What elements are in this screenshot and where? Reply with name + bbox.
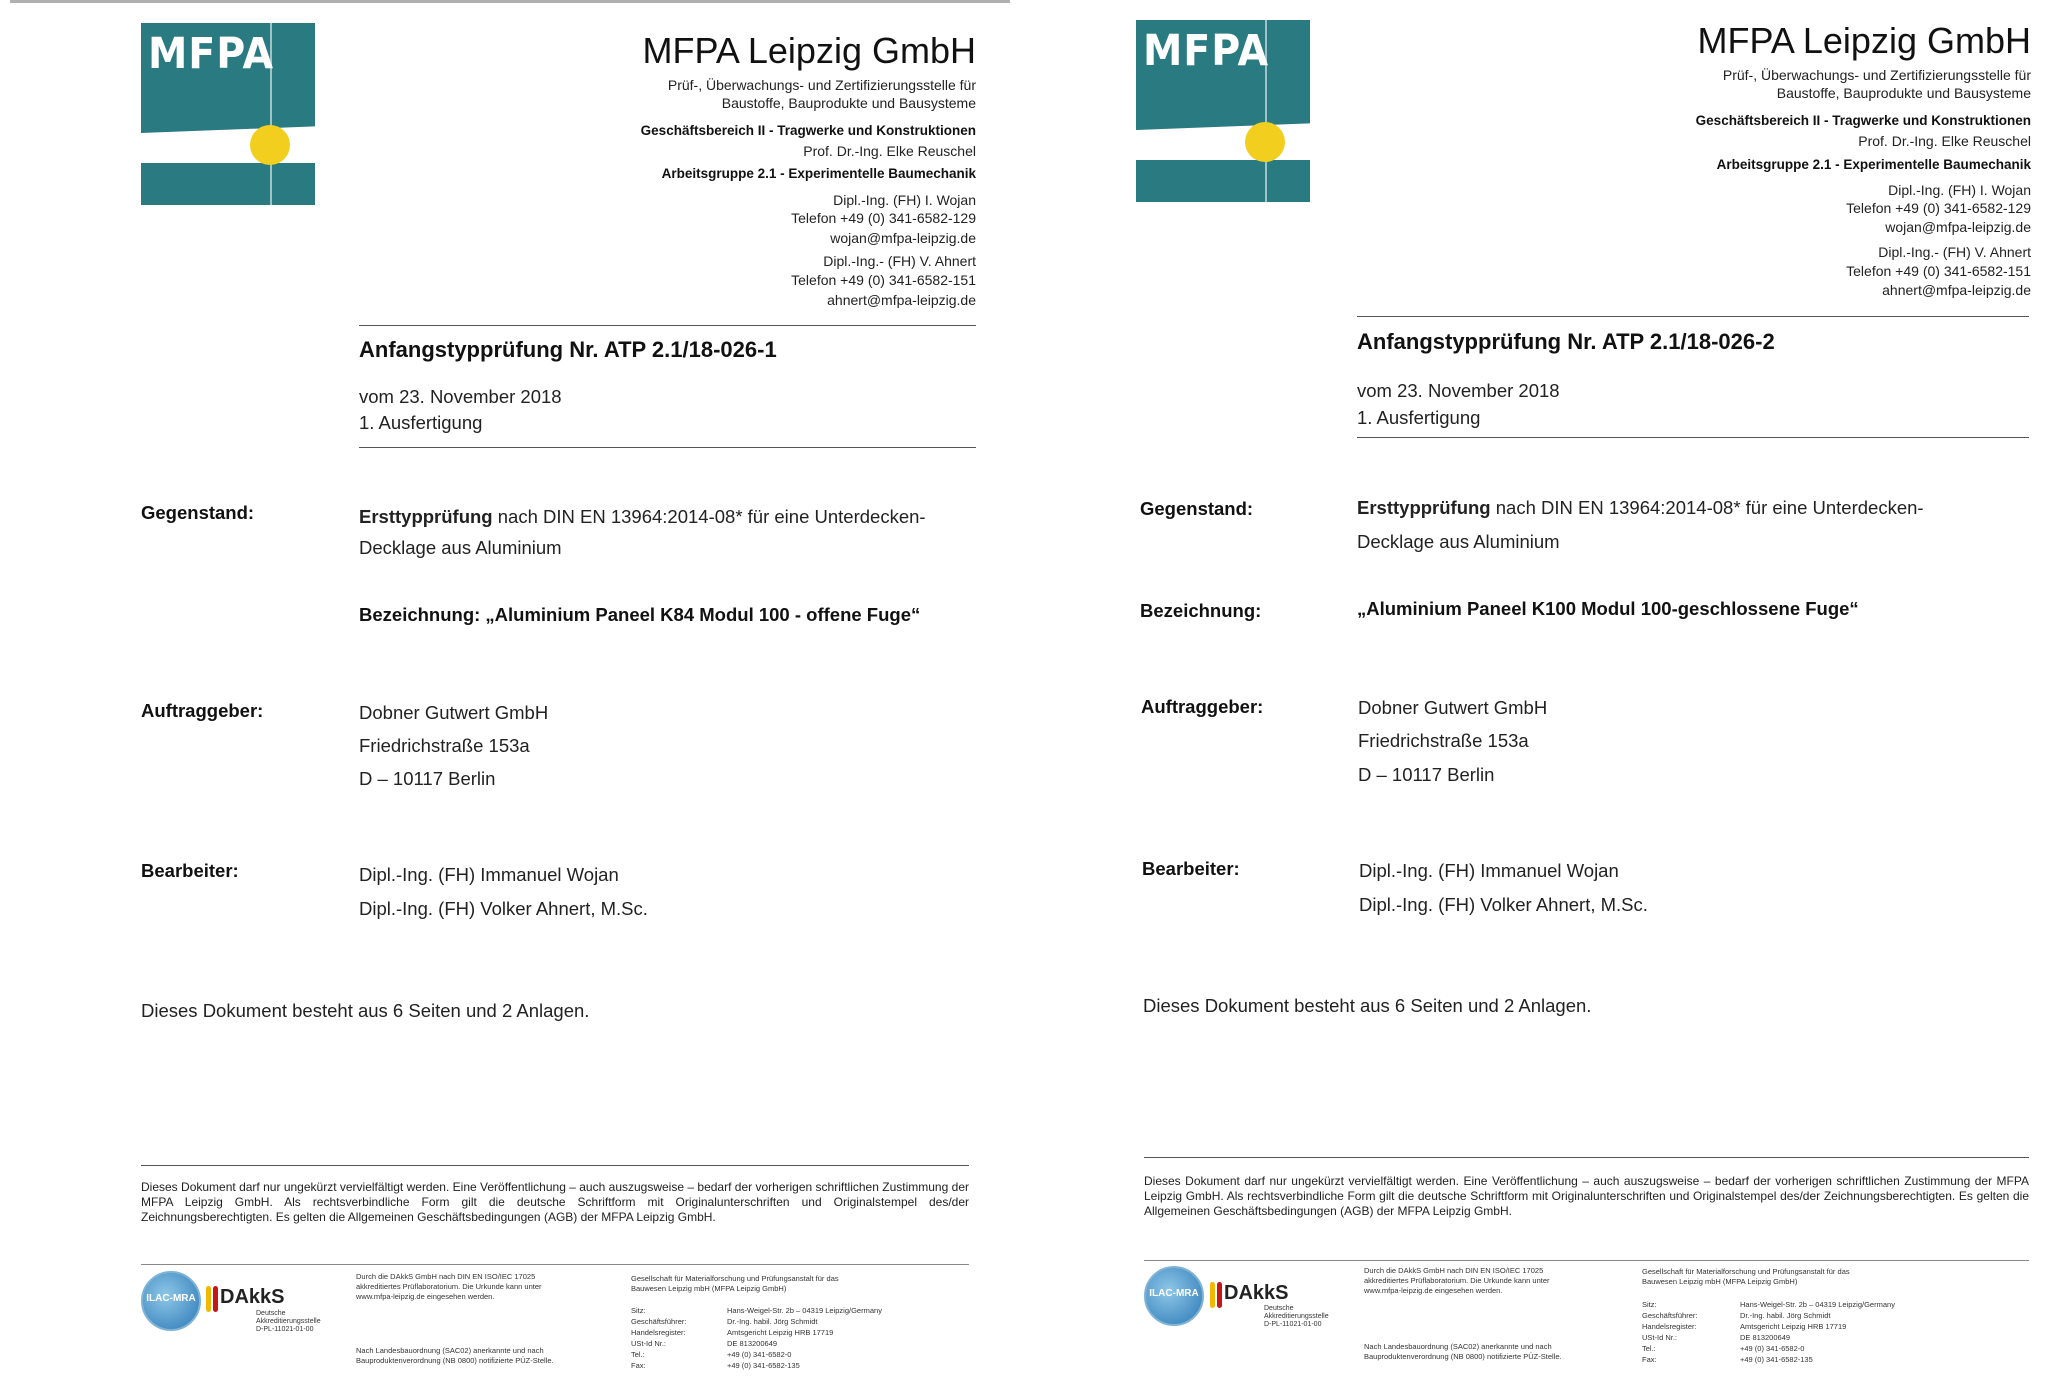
report-copy: 1. Ausfertigung bbox=[359, 412, 483, 433]
key-vat: USt-Id Nr.: bbox=[1642, 1333, 1678, 1342]
dakks-bar-red bbox=[1217, 1282, 1222, 1308]
mfpa-logo bbox=[141, 23, 315, 205]
designation-line bbox=[359, 604, 920, 626]
key-register: Handelsregister: bbox=[631, 1328, 686, 1337]
contact-2-name: Dipl.-Ing.- (FH) V. Ahnert bbox=[1878, 244, 2031, 260]
key-seat: Sitz: bbox=[1642, 1300, 1657, 1309]
key-tel: Tel.: bbox=[1642, 1344, 1656, 1353]
designation-value: „Aluminium Paneel K84 Modul 100 - offene Fuge“ bbox=[485, 604, 921, 625]
subject-line-2: Decklage aus Aluminium bbox=[359, 537, 562, 558]
society-line-2: Bauwesen Leipzig mbH (MFPA Leipzig GmbH) bbox=[631, 1284, 787, 1293]
value-register: Amtsgericht Leipzig HRB 17719 bbox=[727, 1328, 834, 1337]
company-subtitle-1: Prüf-, Überwachungs- und Zertifizierungsstelle für bbox=[1722, 67, 2031, 83]
contact-1-email: wojan@mfpa-leipzig.de bbox=[830, 230, 976, 246]
report-date: vom 23. November 2018 bbox=[359, 386, 562, 407]
report-title: Anfangstypprüfung Nr. ATP 2.1/18-026-1 bbox=[359, 337, 777, 362]
designation-value: „Aluminium Paneel K100 Modul 100-geschlossene Fuge“ bbox=[1357, 598, 1859, 619]
page-top-edge bbox=[10, 0, 1010, 3]
dakks-bar-gold bbox=[1210, 1282, 1215, 1308]
editor-1: Dipl.-Ing. (FH) Immanuel Wojan bbox=[359, 864, 619, 885]
footer-rule bbox=[1144, 1157, 2029, 1158]
contact-2-phone: Telefon +49 (0) 341-6582-151 bbox=[1846, 263, 2031, 279]
subject-bold: Ersttypprüfung bbox=[359, 506, 493, 527]
dakks-id: D-PL-11021-01-00 bbox=[1264, 1321, 1322, 1328]
designation-label: Bezeichnung: bbox=[1140, 600, 1262, 621]
dakks-sub-1: Deutsche bbox=[1264, 1305, 1294, 1312]
footer-rule-2 bbox=[141, 1264, 969, 1265]
document-page-right bbox=[1056, 0, 2048, 1384]
report-copy: 1. Ausfertigung bbox=[1357, 407, 1481, 428]
designation-label: Bezeichnung: bbox=[359, 604, 481, 625]
value-ceo: Dr.-Ing. habil. Jörg Schmidt bbox=[727, 1317, 818, 1326]
logo-text: MFPA bbox=[1143, 26, 1270, 76]
client-city: D – 10117 Berlin bbox=[1358, 764, 1495, 785]
accred-line-3: www.mfpa-leipzig.de eingesehen werden. bbox=[1364, 1286, 1503, 1295]
ilac-badge bbox=[1144, 1266, 1204, 1326]
dakks-bar-red bbox=[213, 1286, 218, 1312]
value-fax: +49 (0) 341-6582-135 bbox=[727, 1361, 800, 1370]
editor-1: Dipl.-Ing. (FH) Immanuel Wojan bbox=[1359, 860, 1619, 881]
footer-note: Dieses Dokument darf nur ungekürzt vervielfältigt werden. Eine Veröffentlichung – auch auszugsweise – bedarf der vorherigen schriftlichen Zustimmung der MFPA Leipzig GmbH. Als rechtsverbindliche Form gilt die deutsche Schriftform mit Originalunterschriften und Originalstempel des/der Zeichnungsberechtigten. Es gelten die Allgemeinen Geschäftsbedingungen (AGB) der MFPA Leipzig GmbH. bbox=[141, 1180, 969, 1224]
contact-1-phone: Telefon +49 (0) 341-6582-129 bbox=[791, 210, 976, 226]
dakks-sub-1: Deutsche bbox=[256, 1310, 286, 1317]
notified-line-2: Bauproduktenverordnung (NB 0800) notifizierte PÜZ-Stelle. bbox=[356, 1356, 554, 1365]
value-fax: +49 (0) 341-6582-135 bbox=[1740, 1355, 1813, 1364]
key-ceo: Geschäftsführer: bbox=[631, 1317, 687, 1326]
key-register: Handelsregister: bbox=[1642, 1322, 1697, 1331]
contact-1-name: Dipl.-Ing. (FH) I. Wojan bbox=[1888, 182, 2031, 198]
key-vat: USt-Id Nr.: bbox=[631, 1339, 667, 1348]
division-name: Geschäftsbereich II - Tragwerke und Konstruktionen bbox=[640, 123, 976, 138]
division-name: Geschäftsbereich II - Tragwerke und Konstruktionen bbox=[1695, 113, 2031, 128]
contact-2-phone: Telefon +49 (0) 341-6582-151 bbox=[791, 272, 976, 288]
header-rule bbox=[359, 325, 976, 326]
notified-line-1: Nach Landesbauordnung (SAC02) anerkannte und nach bbox=[1364, 1342, 1552, 1351]
ilac-badge-text: ILAC-MRA bbox=[146, 1293, 196, 1304]
subject-line-1 bbox=[1357, 497, 2037, 519]
notified-line-1: Nach Landesbauordnung (SAC02) anerkannte und nach bbox=[356, 1346, 544, 1355]
contact-1-phone: Telefon +49 (0) 341-6582-129 bbox=[1846, 200, 2031, 216]
dakks-logo: DAkkS bbox=[220, 1286, 285, 1308]
mfpa-logo bbox=[1136, 20, 1310, 202]
company-subtitle-1: Prüf-, Überwachungs- und Zertifizierungsstelle für bbox=[667, 77, 976, 93]
footer-note: Dieses Dokument darf nur ungekürzt vervielfältigt werden. Eine Veröffentlichung – auch auszugsweise – bedarf der vorherigen schriftlichen Zustimmung der MFPA Leipzig GmbH. Als rechtsverbindliche Form gilt die deutsche Schriftform mit Originalunterschriften und Originalstempel des/der Zeichnungsberechtigten. Es gelten die Allgemeinen Geschäftsbedingungen (AGB) der MFPA Leipzig GmbH. bbox=[1144, 1174, 2029, 1218]
report-date: vom 23. November 2018 bbox=[1357, 380, 1560, 401]
notified-line-2: Bauproduktenverordnung (NB 0800) notifizierte PÜZ-Stelle. bbox=[1364, 1352, 1562, 1361]
pages-note: Dieses Dokument besteht aus 6 Seiten und 2 Anlagen. bbox=[1143, 995, 1592, 1016]
division-head: Prof. Dr.-Ing. Elke Reuschel bbox=[803, 143, 976, 159]
dakks-id: D-PL-11021-01-00 bbox=[256, 1326, 314, 1333]
client-name: Dobner Gutwert GmbH bbox=[1358, 697, 1548, 718]
value-tel: +49 (0) 341-6582-0 bbox=[727, 1350, 792, 1359]
society-line-1: Gesellschaft für Materialforschung und Prüfungsanstalt für das bbox=[1642, 1267, 1850, 1276]
subject-label: Gegenstand: bbox=[1140, 498, 1254, 519]
pages-note: Dieses Dokument besteht aus 6 Seiten und 2 Anlagen. bbox=[141, 1000, 590, 1021]
ilac-badge bbox=[141, 1271, 201, 1331]
key-ceo: Geschäftsführer: bbox=[1642, 1311, 1698, 1320]
contact-2-name: Dipl.-Ing.- (FH) V. Ahnert bbox=[823, 253, 976, 269]
footer-rule-2 bbox=[1144, 1260, 2029, 1261]
society-line-1: Gesellschaft für Materialforschung und Prüfungsanstalt für das bbox=[631, 1274, 839, 1283]
header-rule bbox=[1357, 316, 2029, 317]
title-rule bbox=[1357, 437, 2029, 438]
editor-label: Bearbeiter: bbox=[141, 860, 239, 881]
key-fax: Fax: bbox=[1642, 1355, 1657, 1364]
editor-label: Bearbeiter: bbox=[1142, 858, 1240, 879]
value-vat: DE 813200649 bbox=[727, 1339, 778, 1348]
client-label: Auftraggeber: bbox=[141, 700, 264, 721]
dakks-bar-gold bbox=[206, 1286, 211, 1312]
dakks-sub-2: Akkreditierungsstelle bbox=[256, 1318, 321, 1325]
document-page-left bbox=[10, 0, 1010, 1384]
contact-2-email: ahnert@mfpa-leipzig.de bbox=[827, 292, 976, 308]
accred-line-2: akkreditiertes Prüflaboratorium. Die Urkunde kann unter bbox=[1364, 1276, 1550, 1285]
company-subtitle-2: Baustoffe, Bauprodukte und Bausysteme bbox=[1776, 85, 2031, 101]
title-rule bbox=[359, 447, 976, 448]
company-name: MFPA Leipzig GmbH bbox=[642, 30, 976, 71]
editor-2: Dipl.-Ing. (FH) Volker Ahnert, M.Sc. bbox=[359, 898, 648, 919]
client-name: Dobner Gutwert GmbH bbox=[359, 702, 549, 723]
subject-line-1 bbox=[359, 506, 979, 528]
company-subtitle-2: Baustoffe, Bauprodukte und Bausysteme bbox=[721, 95, 976, 111]
accred-line-3: www.mfpa-leipzig.de eingesehen werden. bbox=[356, 1292, 495, 1301]
dakks-sub-2: Akkreditierungsstelle bbox=[1264, 1313, 1329, 1320]
subject-rest: nach DIN EN 13964:2014-08* für eine Unterdecken- bbox=[492, 506, 926, 527]
subject-rest: nach DIN EN 13964:2014-08* für eine Unterdecken- bbox=[1490, 497, 1924, 518]
accred-line-1: Durch die DAkkS GmbH nach DIN EN ISO/IEC 17025 bbox=[356, 1272, 536, 1281]
client-street: Friedrichstraße 153a bbox=[359, 735, 530, 756]
contact-2-email: ahnert@mfpa-leipzig.de bbox=[1882, 282, 2031, 298]
value-ceo: Dr.-Ing. habil. Jörg Schmidt bbox=[1740, 1311, 1831, 1320]
society-line-2: Bauwesen Leipzig mbH (MFPA Leipzig GmbH) bbox=[1642, 1277, 1798, 1286]
dakks-logo: DAkkS bbox=[1224, 1282, 1289, 1304]
value-seat: Hans-Weigel-Str. 2b – 04319 Leipzig/Germany bbox=[1740, 1300, 1895, 1309]
client-street: Friedrichstraße 153a bbox=[1358, 730, 1529, 751]
value-register: Amtsgericht Leipzig HRB 17719 bbox=[1740, 1322, 1847, 1331]
editor-2: Dipl.-Ing. (FH) Volker Ahnert, M.Sc. bbox=[1359, 894, 1648, 915]
work-group: Arbeitsgruppe 2.1 - Experimentelle Baumechanik bbox=[661, 166, 976, 181]
value-tel: +49 (0) 341-6582-0 bbox=[1740, 1344, 1805, 1353]
work-group: Arbeitsgruppe 2.1 - Experimentelle Baumechanik bbox=[1716, 157, 2031, 172]
key-tel: Tel.: bbox=[631, 1350, 645, 1359]
footer-rule bbox=[141, 1165, 969, 1166]
accred-line-1: Durch die DAkkS GmbH nach DIN EN ISO/IEC 17025 bbox=[1364, 1266, 1544, 1275]
value-seat: Hans-Weigel-Str. 2b – 04319 Leipzig/Germany bbox=[727, 1306, 882, 1315]
accred-line-2: akkreditiertes Prüflaboratorium. Die Urkunde kann unter bbox=[356, 1282, 542, 1291]
logo-text: MFPA bbox=[148, 29, 275, 79]
subject-bold: Ersttypprüfung bbox=[1357, 497, 1491, 518]
value-vat: DE 813200649 bbox=[1740, 1333, 1791, 1342]
contact-1-email: wojan@mfpa-leipzig.de bbox=[1885, 219, 2031, 235]
client-city: D – 10117 Berlin bbox=[359, 768, 496, 789]
ilac-badge-text: ILAC-MRA bbox=[1149, 1288, 1199, 1299]
company-name: MFPA Leipzig GmbH bbox=[1697, 20, 2031, 61]
key-fax: Fax: bbox=[631, 1361, 646, 1370]
key-seat: Sitz: bbox=[631, 1306, 646, 1315]
client-label: Auftraggeber: bbox=[1141, 696, 1264, 717]
contact-1-name: Dipl.-Ing. (FH) I. Wojan bbox=[833, 192, 976, 208]
subject-line-2: Decklage aus Aluminium bbox=[1357, 531, 1560, 552]
division-head: Prof. Dr.-Ing. Elke Reuschel bbox=[1858, 133, 2031, 149]
subject-label: Gegenstand: bbox=[141, 502, 255, 523]
report-title: Anfangstypprüfung Nr. ATP 2.1/18-026-2 bbox=[1357, 329, 1775, 354]
